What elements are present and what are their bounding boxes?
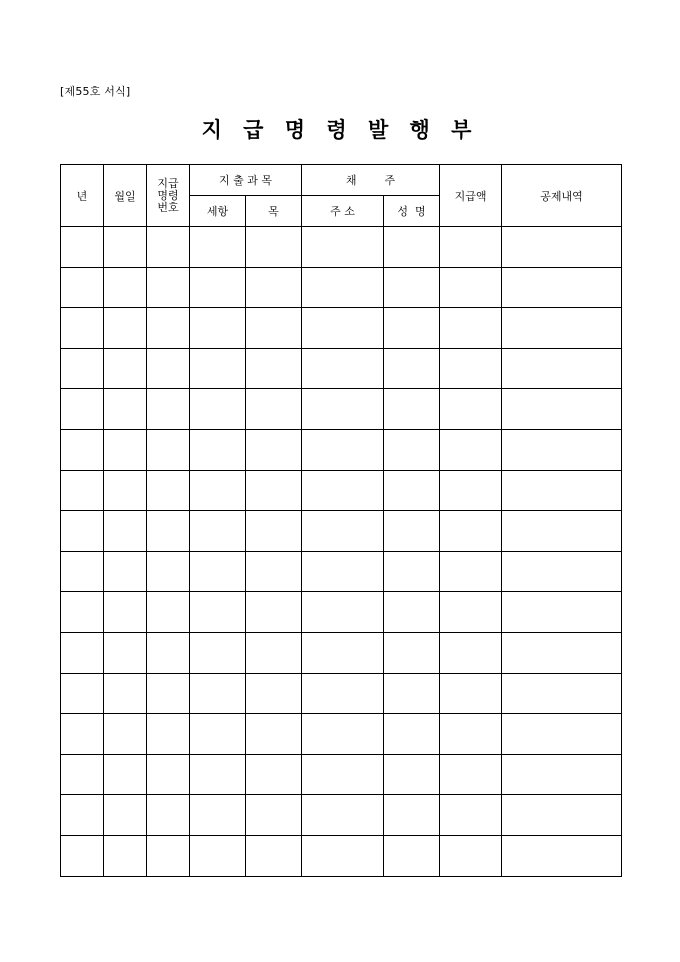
cell-month-day — [104, 511, 147, 552]
cell-item — [246, 673, 302, 714]
table-body — [61, 227, 622, 877]
cell-year — [61, 389, 104, 430]
cell-deduction-details — [502, 673, 622, 714]
header-creditor: 채 주 — [302, 165, 440, 196]
header-item-section: 세항 — [190, 196, 246, 227]
cell-item — [246, 592, 302, 633]
table-header-row — [61, 165, 622, 196]
cell-payment-amount — [440, 511, 502, 552]
cell-name — [384, 754, 440, 795]
cell-address — [302, 673, 384, 714]
payment-order-ledger-table — [60, 164, 622, 877]
cell-item-section — [190, 267, 246, 308]
cell-address — [302, 835, 384, 876]
cell-month-day — [104, 429, 147, 470]
cell-name — [384, 795, 440, 836]
cell-item-section — [190, 348, 246, 389]
cell-item — [246, 227, 302, 268]
cell-item-section — [190, 429, 246, 470]
header-address: 주 소 — [302, 196, 384, 227]
cell-item-section — [190, 754, 246, 795]
cell-order-number — [147, 470, 190, 511]
table-row — [61, 470, 622, 511]
cell-order-number — [147, 632, 190, 673]
cell-address — [302, 470, 384, 511]
cell-payment-amount — [440, 227, 502, 268]
cell-month-day — [104, 795, 147, 836]
cell-address — [302, 429, 384, 470]
cell-deduction-details — [502, 714, 622, 755]
table-row — [61, 754, 622, 795]
cell-item-section — [190, 592, 246, 633]
cell-address — [302, 754, 384, 795]
cell-deduction-details — [502, 795, 622, 836]
header-item: 목 — [246, 196, 302, 227]
cell-month-day — [104, 754, 147, 795]
cell-payment-amount — [440, 632, 502, 673]
cell-item-section — [190, 673, 246, 714]
cell-item-section — [190, 308, 246, 349]
cell-order-number — [147, 754, 190, 795]
table-row — [61, 551, 622, 592]
cell-order-number — [147, 348, 190, 389]
cell-year — [61, 308, 104, 349]
cell-order-number — [147, 592, 190, 633]
cell-name — [384, 267, 440, 308]
cell-item — [246, 714, 302, 755]
cell-order-number — [147, 511, 190, 552]
cell-deduction-details — [502, 389, 622, 430]
cell-payment-amount — [440, 389, 502, 430]
cell-order-number — [147, 227, 190, 268]
cell-address — [302, 267, 384, 308]
cell-order-number — [147, 308, 190, 349]
table-row — [61, 592, 622, 633]
cell-payment-amount — [440, 754, 502, 795]
header-month-day: 월일 — [104, 165, 147, 227]
cell-year — [61, 673, 104, 714]
table-row — [61, 673, 622, 714]
cell-item — [246, 348, 302, 389]
cell-deduction-details — [502, 551, 622, 592]
cell-item — [246, 835, 302, 876]
cell-deduction-details — [502, 308, 622, 349]
cell-deduction-details — [502, 429, 622, 470]
cell-payment-amount — [440, 795, 502, 836]
cell-month-day — [104, 227, 147, 268]
form-number-label: [제55호 서식] — [60, 85, 131, 98]
cell-month-day — [104, 470, 147, 511]
header-order-number-line3: 번호 — [157, 200, 179, 214]
cell-name — [384, 592, 440, 633]
cell-payment-amount — [440, 308, 502, 349]
table-row — [61, 714, 622, 755]
cell-order-number — [147, 551, 190, 592]
cell-item — [246, 267, 302, 308]
cell-deduction-details — [502, 632, 622, 673]
cell-month-day — [104, 835, 147, 876]
cell-item-section — [190, 795, 246, 836]
table-row — [61, 835, 622, 876]
table-row — [61, 429, 622, 470]
cell-order-number — [147, 389, 190, 430]
cell-name — [384, 429, 440, 470]
cell-address — [302, 632, 384, 673]
cell-month-day — [104, 714, 147, 755]
cell-month-day — [104, 308, 147, 349]
table-row — [61, 267, 622, 308]
header-expense-account: 지 출 과 목 — [190, 165, 302, 196]
cell-order-number — [147, 673, 190, 714]
cell-deduction-details — [502, 592, 622, 633]
table-row — [61, 227, 622, 268]
cell-payment-amount — [440, 592, 502, 633]
cell-year — [61, 754, 104, 795]
cell-payment-amount — [440, 470, 502, 511]
page-title: 지 급 명 령 발 행 부 — [201, 117, 479, 142]
cell-order-number — [147, 835, 190, 876]
table-row — [61, 511, 622, 552]
cell-order-number — [147, 714, 190, 755]
cell-year — [61, 632, 104, 673]
table-row — [61, 795, 622, 836]
cell-order-number — [147, 795, 190, 836]
cell-name — [384, 511, 440, 552]
cell-address — [302, 389, 384, 430]
cell-order-number — [147, 267, 190, 308]
cell-address — [302, 348, 384, 389]
cell-item — [246, 429, 302, 470]
cell-item — [246, 308, 302, 349]
cell-year — [61, 348, 104, 389]
cell-payment-amount — [440, 267, 502, 308]
header-order-number — [147, 165, 190, 227]
cell-deduction-details — [502, 470, 622, 511]
cell-payment-amount — [440, 551, 502, 592]
cell-address — [302, 592, 384, 633]
cell-name — [384, 348, 440, 389]
cell-month-day — [104, 632, 147, 673]
cell-item — [246, 389, 302, 430]
cell-payment-amount — [440, 429, 502, 470]
cell-address — [302, 511, 384, 552]
cell-deduction-details — [502, 835, 622, 876]
cell-name — [384, 835, 440, 876]
cell-month-day — [104, 592, 147, 633]
cell-name — [384, 470, 440, 511]
cell-item — [246, 511, 302, 552]
cell-item — [246, 551, 302, 592]
cell-address — [302, 227, 384, 268]
cell-deduction-details — [502, 754, 622, 795]
cell-item — [246, 795, 302, 836]
cell-deduction-details — [502, 267, 622, 308]
cell-year — [61, 267, 104, 308]
cell-item-section — [190, 511, 246, 552]
cell-name — [384, 551, 440, 592]
cell-name — [384, 673, 440, 714]
cell-year — [61, 429, 104, 470]
cell-payment-amount — [440, 714, 502, 755]
table-row — [61, 632, 622, 673]
cell-item-section — [190, 835, 246, 876]
cell-address — [302, 308, 384, 349]
cell-name — [384, 308, 440, 349]
header-order-number-line1: 지급 — [157, 176, 179, 190]
cell-item-section — [190, 551, 246, 592]
cell-year — [61, 551, 104, 592]
cell-year — [61, 795, 104, 836]
cell-year — [61, 227, 104, 268]
cell-item-section — [190, 470, 246, 511]
cell-payment-amount — [440, 348, 502, 389]
cell-deduction-details — [502, 511, 622, 552]
cell-year — [61, 714, 104, 755]
cell-deduction-details — [502, 227, 622, 268]
cell-payment-amount — [440, 673, 502, 714]
header-year: 년 — [61, 165, 104, 227]
cell-year — [61, 835, 104, 876]
cell-year — [61, 470, 104, 511]
cell-payment-amount — [440, 835, 502, 876]
cell-item-section — [190, 227, 246, 268]
cell-item — [246, 754, 302, 795]
header-payment-amount: 지급액 — [440, 165, 502, 227]
cell-item — [246, 632, 302, 673]
table-row — [61, 308, 622, 349]
table-row — [61, 389, 622, 430]
cell-name — [384, 714, 440, 755]
cell-address — [302, 714, 384, 755]
cell-name — [384, 389, 440, 430]
table-row — [61, 348, 622, 389]
header-order-number-line2: 명령 — [157, 188, 179, 202]
cell-item-section — [190, 714, 246, 755]
cell-deduction-details — [502, 348, 622, 389]
cell-month-day — [104, 673, 147, 714]
cell-month-day — [104, 348, 147, 389]
cell-item-section — [190, 632, 246, 673]
cell-address — [302, 795, 384, 836]
cell-name — [384, 227, 440, 268]
cell-month-day — [104, 267, 147, 308]
cell-year — [61, 511, 104, 552]
header-name: 성 명 — [384, 196, 440, 227]
cell-item — [246, 470, 302, 511]
cell-address — [302, 551, 384, 592]
cell-month-day — [104, 551, 147, 592]
cell-year — [61, 592, 104, 633]
cell-order-number — [147, 429, 190, 470]
header-deduction-details: 공제내역 — [502, 165, 622, 227]
cell-item-section — [190, 389, 246, 430]
cell-name — [384, 632, 440, 673]
cell-month-day — [104, 389, 147, 430]
